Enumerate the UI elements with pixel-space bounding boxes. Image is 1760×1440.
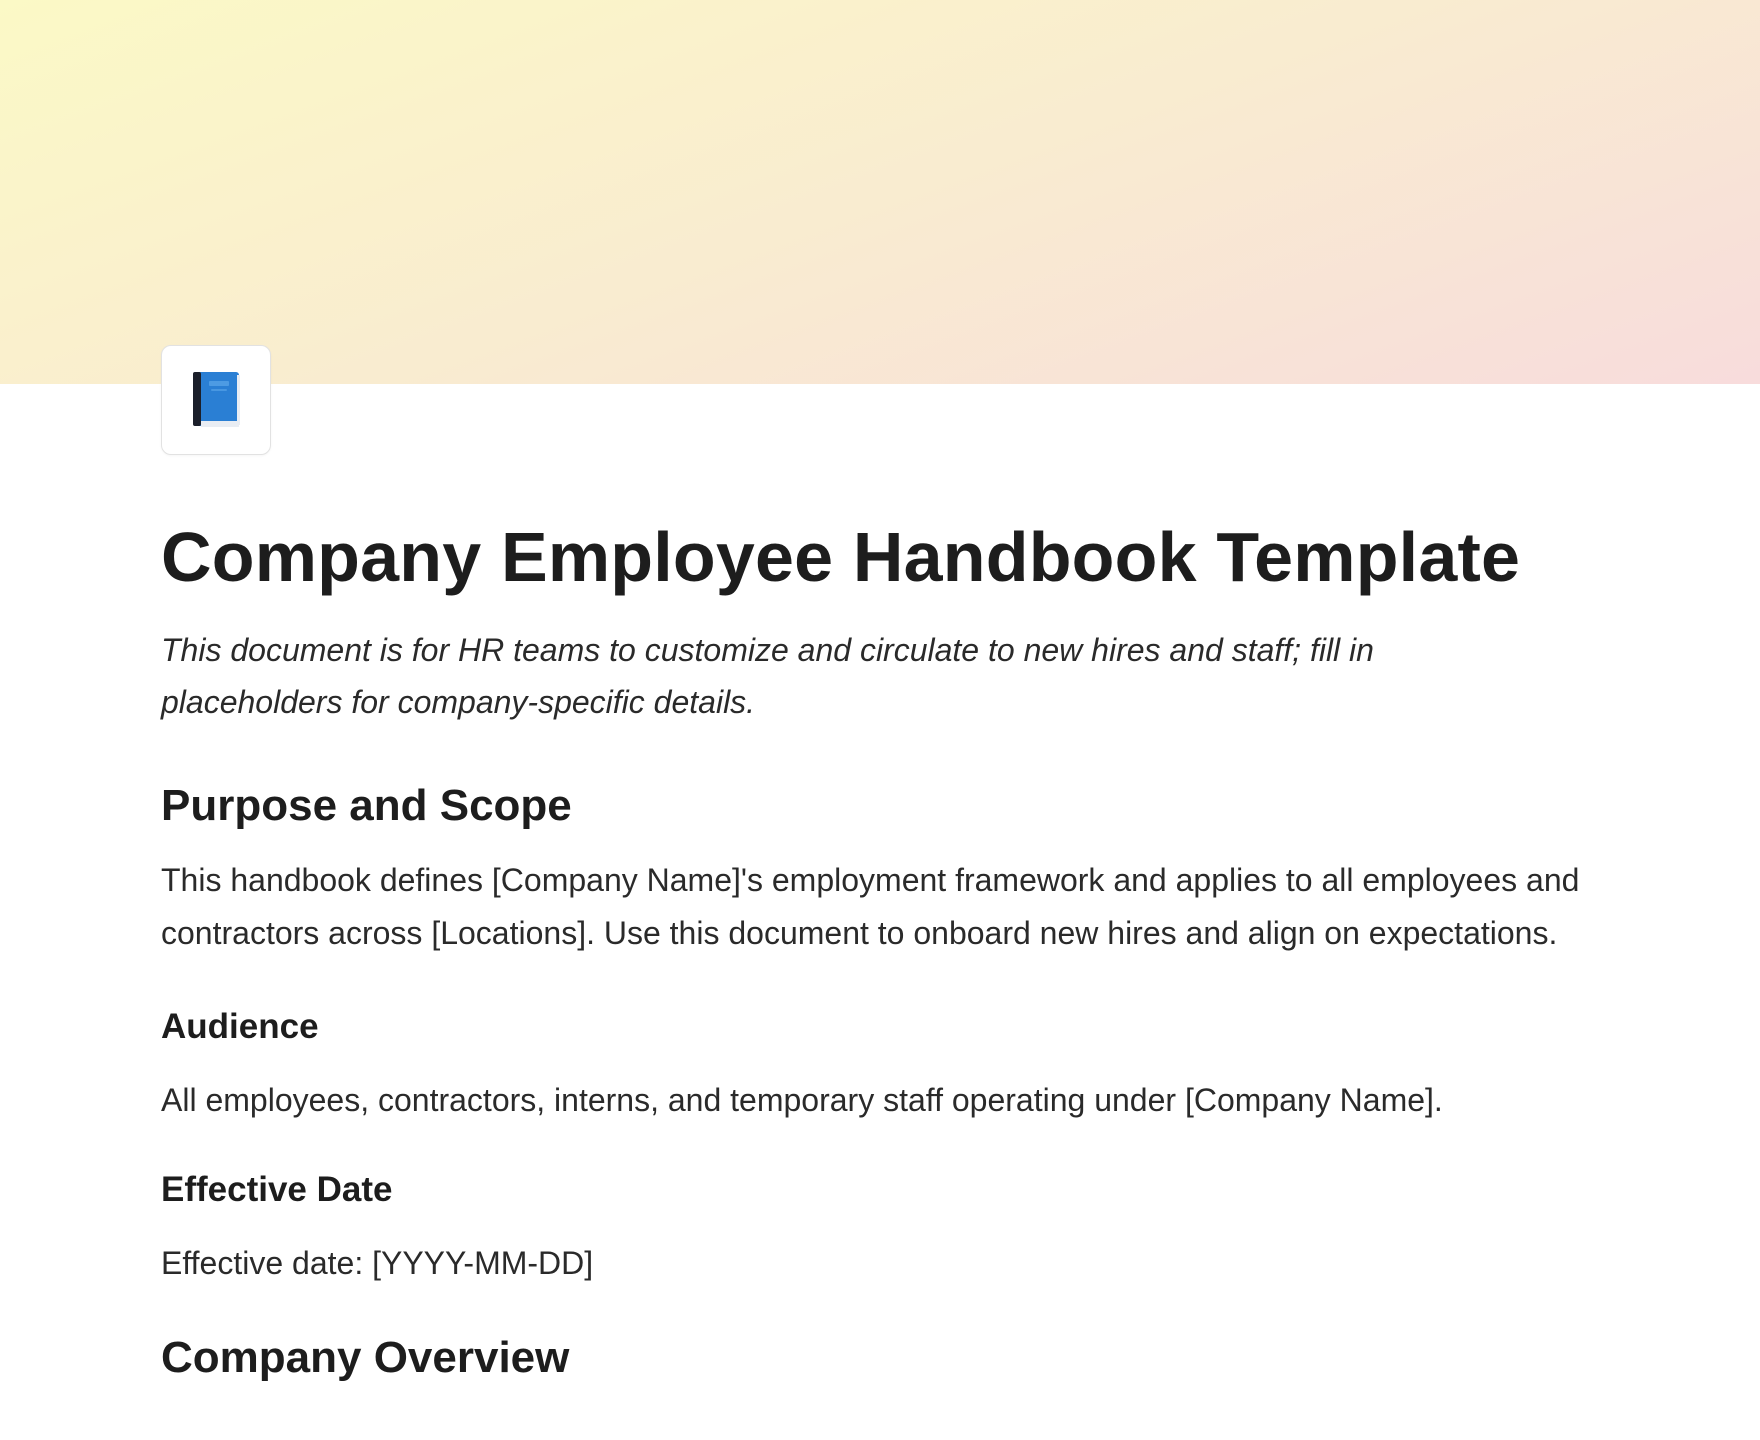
heading-company-overview[interactable]: Company Overview: [161, 1333, 570, 1382]
heading-effective-date[interactable]: Effective Date: [161, 1170, 393, 1209]
paragraph-audience[interactable]: All employees, contractors, interns, and temporary staff operating under [Company Name].: [161, 1082, 1443, 1118]
blue-book-icon: [189, 369, 243, 431]
document-body: [161, 510, 1611, 1386]
heading-audience[interactable]: Audience: [161, 1007, 319, 1046]
paragraph-purpose[interactable]: This handbook defines [Company Name]'s employment framework and applies to all employees and contractors across [Locations]. Use this document to onboard new hires and align on expectations.: [161, 862, 1580, 951]
page-title[interactable]: Company Employee Handbook Template: [161, 518, 1521, 596]
cover-banner[interactable]: [0, 0, 1760, 384]
heading-purpose-and-scope[interactable]: Purpose and Scope: [161, 781, 572, 830]
paragraph-effective-date[interactable]: Effective date: [YYYY-MM-DD]: [161, 1245, 594, 1281]
page-subtitle[interactable]: This document is for HR teams to customize and circulate to new hires and staff; fill in placeholders for company-specific details.: [161, 632, 1374, 720]
page-icon-tile[interactable]: [161, 345, 271, 455]
